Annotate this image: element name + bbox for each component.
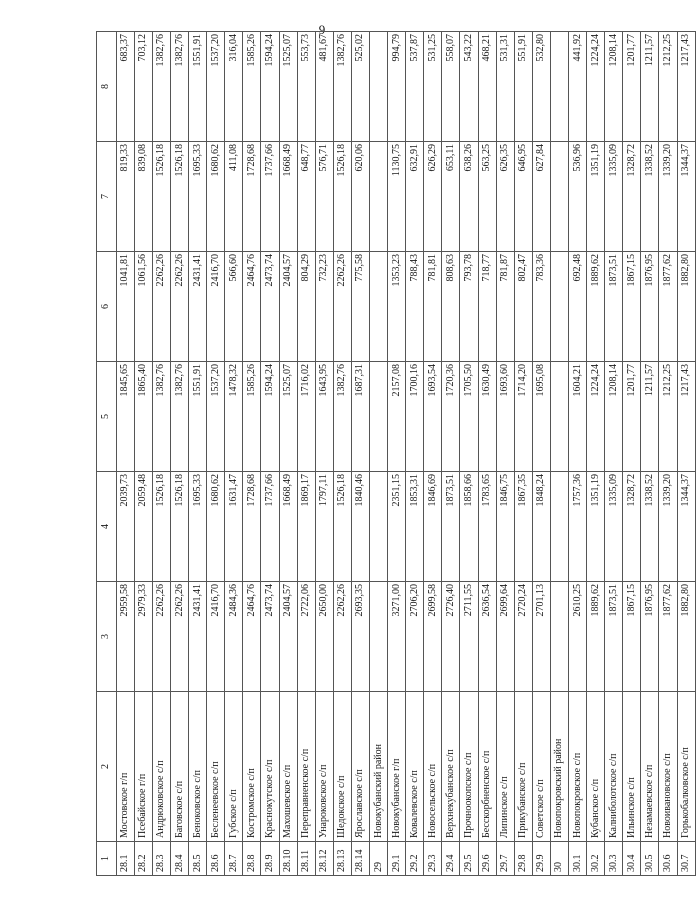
row-index: 29.3 bbox=[424, 842, 442, 876]
value-cell: 1344,37 bbox=[677, 142, 695, 252]
value-cell: 1344,37 bbox=[677, 472, 695, 582]
value-cell: 1840,46 bbox=[351, 472, 369, 582]
value-cell: 2650,00 bbox=[315, 582, 333, 692]
value-cell: 576,71 bbox=[315, 142, 333, 252]
value-cell: 1526,18 bbox=[333, 142, 351, 252]
row-index: 29.5 bbox=[460, 842, 478, 876]
value-cell bbox=[550, 362, 568, 472]
row-index: 28.9 bbox=[261, 842, 279, 876]
column-number-6: 6 bbox=[97, 252, 117, 362]
value-cell: 1382,76 bbox=[170, 32, 188, 142]
settlement-name: Баговское с/п bbox=[170, 692, 188, 842]
value-cell bbox=[550, 472, 568, 582]
value-cell: 1604,21 bbox=[569, 362, 587, 472]
value-cell: 2699,64 bbox=[496, 582, 514, 692]
row-index: 28.10 bbox=[279, 842, 297, 876]
value-cell: 1716,02 bbox=[297, 362, 315, 472]
value-cell: 1882,80 bbox=[677, 582, 695, 692]
value-cell: 1873,51 bbox=[442, 472, 460, 582]
table-row bbox=[170, 32, 188, 876]
value-cell: 1845,65 bbox=[116, 362, 134, 472]
value-cell: 3271,00 bbox=[388, 582, 406, 692]
settlement-name: Мостовское г/п bbox=[116, 692, 134, 842]
value-cell: 2699,58 bbox=[424, 582, 442, 692]
value-cell bbox=[369, 142, 387, 252]
row-index: 28.6 bbox=[207, 842, 225, 876]
value-cell: 1737,66 bbox=[261, 142, 279, 252]
row-index: 28.11 bbox=[297, 842, 315, 876]
value-cell: 1339,20 bbox=[659, 472, 677, 582]
value-cell: 1876,95 bbox=[641, 252, 659, 362]
settlement-name: Новосельское с/п bbox=[424, 692, 442, 842]
settlement-name: Прочноокопское с/п bbox=[460, 692, 478, 842]
value-cell: 1680,62 bbox=[207, 472, 225, 582]
row-index: 30.2 bbox=[587, 842, 605, 876]
value-cell: 839,08 bbox=[134, 142, 152, 252]
value-cell: 1585,26 bbox=[243, 362, 261, 472]
value-cell: 1212,25 bbox=[659, 32, 677, 142]
value-cell: 692,48 bbox=[569, 252, 587, 362]
table-row bbox=[225, 32, 243, 876]
table-row bbox=[189, 32, 207, 876]
value-cell: 1382,76 bbox=[152, 32, 170, 142]
table-row bbox=[623, 32, 641, 876]
value-cell: 1737,66 bbox=[261, 472, 279, 582]
value-cell: 1873,51 bbox=[605, 252, 623, 362]
table-row bbox=[532, 32, 550, 876]
settlement-name: Новопокровский район bbox=[550, 692, 568, 842]
value-cell: 1869,17 bbox=[297, 472, 315, 582]
settlement-name: Костромское с/п bbox=[243, 692, 261, 842]
value-cell bbox=[369, 362, 387, 472]
value-cell: 775,58 bbox=[351, 252, 369, 362]
value-cell: 1041,81 bbox=[116, 252, 134, 362]
settlement-name: Беноковское с/п bbox=[189, 692, 207, 842]
value-cell: 2262,26 bbox=[152, 582, 170, 692]
settlement-name: Кубанское с/п bbox=[587, 692, 605, 842]
value-cell: 1714,20 bbox=[514, 362, 532, 472]
value-cell: 1212,25 bbox=[659, 362, 677, 472]
value-cell: 2059,48 bbox=[134, 472, 152, 582]
value-cell: 2464,76 bbox=[243, 252, 261, 362]
table-row bbox=[587, 32, 605, 876]
settlement-name: Краснокутское с/п bbox=[261, 692, 279, 842]
value-cell: 653,11 bbox=[442, 142, 460, 252]
value-cell: 683,37 bbox=[116, 32, 134, 142]
value-cell: 1224,24 bbox=[587, 362, 605, 472]
value-cell: 1339,20 bbox=[659, 142, 677, 252]
row-index: 28.7 bbox=[225, 842, 243, 876]
row-index: 29.8 bbox=[514, 842, 532, 876]
value-cell: 1338,52 bbox=[641, 472, 659, 582]
value-cell bbox=[550, 252, 568, 362]
value-cell: 1328,72 bbox=[623, 142, 641, 252]
value-cell: 1867,15 bbox=[623, 582, 641, 692]
value-cell bbox=[550, 582, 568, 692]
value-cell: 1478,32 bbox=[225, 362, 243, 472]
value-cell: 2262,26 bbox=[170, 582, 188, 692]
value-cell: 1201,77 bbox=[623, 362, 641, 472]
value-cell: 1061,56 bbox=[134, 252, 152, 362]
row-index: 30.3 bbox=[605, 842, 623, 876]
column-number-2: 2 bbox=[97, 692, 117, 842]
value-cell: 1382,76 bbox=[333, 32, 351, 142]
settlement-name: Калниболотское с/п bbox=[605, 692, 623, 842]
value-cell: 1382,76 bbox=[152, 362, 170, 472]
value-cell: 2039,73 bbox=[116, 472, 134, 582]
value-cell: 525,02 bbox=[351, 32, 369, 142]
row-index: 28.2 bbox=[134, 842, 152, 876]
value-cell: 531,31 bbox=[496, 32, 514, 142]
value-cell: 646,95 bbox=[514, 142, 532, 252]
table-row bbox=[406, 32, 424, 876]
value-cell: 1867,15 bbox=[623, 252, 641, 362]
column-number-8: 8 bbox=[97, 32, 117, 142]
table-row bbox=[315, 32, 333, 876]
value-cell: 1211,57 bbox=[641, 362, 659, 472]
value-cell: 1783,65 bbox=[478, 472, 496, 582]
value-cell: 1882,80 bbox=[677, 252, 695, 362]
value-cell: 2636,54 bbox=[478, 582, 496, 692]
value-cell: 1848,24 bbox=[532, 472, 550, 582]
row-index: 28.12 bbox=[315, 842, 333, 876]
value-cell: 1668,49 bbox=[279, 472, 297, 582]
value-cell: 1351,19 bbox=[587, 472, 605, 582]
settlement-name: Андрюковское с/п bbox=[152, 692, 170, 842]
value-cell: 1217,43 bbox=[677, 362, 695, 472]
settlement-name: Шедокское с/п bbox=[333, 692, 351, 842]
value-cell: 2473,74 bbox=[261, 252, 279, 362]
settlement-name: Прикубанское с/п bbox=[514, 692, 532, 842]
row-index: 29.6 bbox=[478, 842, 496, 876]
value-cell: 626,29 bbox=[424, 142, 442, 252]
value-cell: 2262,26 bbox=[333, 582, 351, 692]
value-cell: 1537,20 bbox=[207, 32, 225, 142]
value-cell: 2610,25 bbox=[569, 582, 587, 692]
value-cell: 2720,24 bbox=[514, 582, 532, 692]
value-cell: 543,22 bbox=[460, 32, 478, 142]
table-row bbox=[677, 32, 695, 876]
value-cell: 1889,62 bbox=[587, 252, 605, 362]
value-cell: 1208,14 bbox=[605, 362, 623, 472]
row-index: 30.4 bbox=[623, 842, 641, 876]
value-cell: 1695,33 bbox=[189, 472, 207, 582]
value-cell: 2722,06 bbox=[297, 582, 315, 692]
value-cell bbox=[550, 142, 568, 252]
table-row bbox=[641, 32, 659, 876]
value-cell: 1551,91 bbox=[189, 32, 207, 142]
value-cell: 1757,36 bbox=[569, 472, 587, 582]
value-cell: 781,87 bbox=[496, 252, 514, 362]
value-cell bbox=[369, 472, 387, 582]
value-cell: 2959,58 bbox=[116, 582, 134, 692]
header-row bbox=[97, 32, 117, 876]
value-cell bbox=[550, 32, 568, 142]
value-cell: 1351,19 bbox=[587, 142, 605, 252]
value-cell: 1630,49 bbox=[478, 362, 496, 472]
value-cell: 558,07 bbox=[442, 32, 460, 142]
row-index: 28.8 bbox=[243, 842, 261, 876]
value-cell: 1525,07 bbox=[279, 362, 297, 472]
row-index: 28.4 bbox=[170, 842, 188, 876]
value-cell: 2979,33 bbox=[134, 582, 152, 692]
value-cell: 563,25 bbox=[478, 142, 496, 252]
table-row bbox=[152, 32, 170, 876]
value-cell: 1525,07 bbox=[279, 32, 297, 142]
value-cell: 626,35 bbox=[496, 142, 514, 252]
table-row bbox=[333, 32, 351, 876]
value-cell: 2262,26 bbox=[170, 252, 188, 362]
row-index: 30 bbox=[550, 842, 568, 876]
value-cell: 2464,76 bbox=[243, 582, 261, 692]
settlement-name: Новоивановское с/п bbox=[659, 692, 677, 842]
value-cell: 2351,15 bbox=[388, 472, 406, 582]
table-row bbox=[442, 32, 460, 876]
value-cell: 1382,76 bbox=[170, 362, 188, 472]
value-cell: 1382,76 bbox=[333, 362, 351, 472]
table-row bbox=[460, 32, 478, 876]
value-cell: 1720,36 bbox=[442, 362, 460, 472]
row-index: 29.1 bbox=[388, 842, 406, 876]
value-cell: 793,78 bbox=[460, 252, 478, 362]
row-index: 29 bbox=[369, 842, 387, 876]
value-cell: 2262,26 bbox=[152, 252, 170, 362]
value-cell: 718,77 bbox=[478, 252, 496, 362]
value-cell: 1695,08 bbox=[532, 362, 550, 472]
value-cell: 1224,24 bbox=[587, 32, 605, 142]
value-cell: 1876,95 bbox=[641, 582, 659, 692]
value-cell: 802,47 bbox=[514, 252, 532, 362]
value-cell: 1846,69 bbox=[424, 472, 442, 582]
row-index: 29.4 bbox=[442, 842, 460, 876]
value-cell: 1526,18 bbox=[152, 142, 170, 252]
value-cell: 2416,70 bbox=[207, 252, 225, 362]
table-row bbox=[424, 32, 442, 876]
row-index: 28.1 bbox=[116, 842, 134, 876]
value-cell: 1526,18 bbox=[333, 472, 351, 582]
value-cell: 1853,31 bbox=[406, 472, 424, 582]
value-cell: 1700,16 bbox=[406, 362, 424, 472]
row-index: 28.3 bbox=[152, 842, 170, 876]
value-cell: 788,43 bbox=[406, 252, 424, 362]
value-cell: 1594,24 bbox=[261, 32, 279, 142]
value-cell: 1693,60 bbox=[496, 362, 514, 472]
table-row bbox=[514, 32, 532, 876]
settlement-name: Псебайское г/п bbox=[134, 692, 152, 842]
value-cell: 1211,57 bbox=[641, 32, 659, 142]
column-number-5: 5 bbox=[97, 362, 117, 472]
tariff-table bbox=[96, 31, 696, 876]
value-cell: 2693,35 bbox=[351, 582, 369, 692]
table-row bbox=[134, 32, 152, 876]
table-row bbox=[659, 32, 677, 876]
value-cell: 536,96 bbox=[569, 142, 587, 252]
row-index: 30.1 bbox=[569, 842, 587, 876]
row-index: 30.7 bbox=[677, 842, 695, 876]
value-cell: 627,84 bbox=[532, 142, 550, 252]
row-index: 29.9 bbox=[532, 842, 550, 876]
value-cell: 1130,75 bbox=[388, 142, 406, 252]
value-cell: 1873,51 bbox=[605, 582, 623, 692]
row-index: 28.14 bbox=[351, 842, 369, 876]
row-index: 30.5 bbox=[641, 842, 659, 876]
value-cell: 441,92 bbox=[569, 32, 587, 142]
row-index: 28.13 bbox=[333, 842, 351, 876]
value-cell: 819,33 bbox=[116, 142, 134, 252]
value-cell: 537,87 bbox=[406, 32, 424, 142]
row-index: 29.7 bbox=[496, 842, 514, 876]
value-cell: 1705,50 bbox=[460, 362, 478, 472]
value-cell: 481,67 bbox=[315, 32, 333, 142]
value-cell: 1877,62 bbox=[659, 582, 677, 692]
value-cell: 1865,40 bbox=[134, 362, 152, 472]
settlement-name: Унароковское с/п bbox=[315, 692, 333, 842]
value-cell bbox=[369, 32, 387, 142]
value-cell: 1687,31 bbox=[351, 362, 369, 472]
table-row bbox=[569, 32, 587, 876]
value-cell bbox=[369, 582, 387, 692]
value-cell: 1867,35 bbox=[514, 472, 532, 582]
value-cell: 531,25 bbox=[424, 32, 442, 142]
value-cell: 781,81 bbox=[424, 252, 442, 362]
column-number-7: 7 bbox=[97, 142, 117, 252]
settlement-name: Верхнекубанское с/п bbox=[442, 692, 460, 842]
value-cell: 1680,62 bbox=[207, 142, 225, 252]
value-cell: 1668,49 bbox=[279, 142, 297, 252]
table-row bbox=[478, 32, 496, 876]
table-row bbox=[116, 32, 134, 876]
settlement-name: Липинское с/п bbox=[496, 692, 514, 842]
settlement-name: Горькобалковское с/п bbox=[677, 692, 695, 842]
value-cell: 648,77 bbox=[297, 142, 315, 252]
table-row bbox=[351, 32, 369, 876]
value-cell: 703,12 bbox=[134, 32, 152, 142]
value-cell: 1353,23 bbox=[388, 252, 406, 362]
value-cell: 994,79 bbox=[388, 32, 406, 142]
value-cell: 551,91 bbox=[514, 32, 532, 142]
table-row bbox=[207, 32, 225, 876]
value-cell: 2431,41 bbox=[189, 582, 207, 692]
table-row bbox=[496, 32, 514, 876]
settlement-name: Губское с/п bbox=[225, 692, 243, 842]
value-cell: 1526,18 bbox=[170, 142, 188, 252]
value-cell: 1846,75 bbox=[496, 472, 514, 582]
value-cell: 783,36 bbox=[532, 252, 550, 362]
value-cell: 2726,40 bbox=[442, 582, 460, 692]
value-cell: 2404,57 bbox=[279, 582, 297, 692]
settlement-name: Новокубанское г/п bbox=[388, 692, 406, 842]
page-number: 9 bbox=[318, 22, 326, 37]
value-cell: 1526,18 bbox=[152, 472, 170, 582]
settlement-name: Незамаевское с/п bbox=[641, 692, 659, 842]
value-cell: 1889,62 bbox=[587, 582, 605, 692]
value-cell: 2706,20 bbox=[406, 582, 424, 692]
value-cell: 1695,33 bbox=[189, 142, 207, 252]
value-cell: 2484,36 bbox=[225, 582, 243, 692]
value-cell: 411,08 bbox=[225, 142, 243, 252]
value-cell: 468,21 bbox=[478, 32, 496, 142]
value-cell: 2431,41 bbox=[189, 252, 207, 362]
value-cell: 2473,74 bbox=[261, 582, 279, 692]
value-cell: 1693,54 bbox=[424, 362, 442, 472]
column-number-3: 3 bbox=[97, 582, 117, 692]
value-cell: 553,73 bbox=[297, 32, 315, 142]
district-row bbox=[550, 32, 568, 876]
table-row bbox=[388, 32, 406, 876]
value-cell: 2262,26 bbox=[333, 252, 351, 362]
value-cell: 1797,11 bbox=[315, 472, 333, 582]
settlement-name: Махошевское с/п bbox=[279, 692, 297, 842]
value-cell: 808,63 bbox=[442, 252, 460, 362]
value-cell: 532,80 bbox=[532, 32, 550, 142]
value-cell: 1728,68 bbox=[243, 472, 261, 582]
row-index: 28.5 bbox=[189, 842, 207, 876]
value-cell: 1217,43 bbox=[677, 32, 695, 142]
settlement-name: Ярославское с/п bbox=[351, 692, 369, 842]
value-cell: 732,23 bbox=[315, 252, 333, 362]
value-cell: 1877,62 bbox=[659, 252, 677, 362]
value-cell: 2711,55 bbox=[460, 582, 478, 692]
value-cell: 1201,77 bbox=[623, 32, 641, 142]
value-cell: 1728,68 bbox=[243, 142, 261, 252]
value-cell: 1526,18 bbox=[170, 472, 188, 582]
settlement-name: Бесленеевское с/п bbox=[207, 692, 225, 842]
value-cell: 2416,70 bbox=[207, 582, 225, 692]
value-cell: 1585,26 bbox=[243, 32, 261, 142]
value-cell: 1328,72 bbox=[623, 472, 641, 582]
value-cell: 1551,91 bbox=[189, 362, 207, 472]
settlement-name: Новопокровское с/п bbox=[569, 692, 587, 842]
settlement-name: Бесскорбненское с/п bbox=[478, 692, 496, 842]
table-row bbox=[243, 32, 261, 876]
value-cell: 1335,09 bbox=[605, 142, 623, 252]
column-number-1: 1 bbox=[97, 842, 117, 876]
value-cell: 620,06 bbox=[351, 142, 369, 252]
table-row bbox=[297, 32, 315, 876]
value-cell: 1338,52 bbox=[641, 142, 659, 252]
value-cell: 1631,47 bbox=[225, 472, 243, 582]
table-row bbox=[279, 32, 297, 876]
district-row bbox=[369, 32, 387, 876]
row-index: 29.2 bbox=[406, 842, 424, 876]
table-row bbox=[605, 32, 623, 876]
value-cell: 1858,66 bbox=[460, 472, 478, 582]
value-cell: 804,29 bbox=[297, 252, 315, 362]
value-cell: 638,26 bbox=[460, 142, 478, 252]
value-cell: 1643,95 bbox=[315, 362, 333, 472]
value-cell: 1335,09 bbox=[605, 472, 623, 582]
value-cell: 632,91 bbox=[406, 142, 424, 252]
value-cell: 2157,08 bbox=[388, 362, 406, 472]
settlement-name: Ильинское с/п bbox=[623, 692, 641, 842]
column-number-4: 4 bbox=[97, 472, 117, 582]
table-row bbox=[261, 32, 279, 876]
settlement-name: Новокубанский район bbox=[369, 692, 387, 842]
value-cell bbox=[369, 252, 387, 362]
value-cell: 2701,13 bbox=[532, 582, 550, 692]
value-cell: 316,04 bbox=[225, 32, 243, 142]
value-cell: 1208,14 bbox=[605, 32, 623, 142]
row-index: 30.6 bbox=[659, 842, 677, 876]
value-cell: 1594,24 bbox=[261, 362, 279, 472]
settlement-name: Переправненское с/п bbox=[297, 692, 315, 842]
value-cell: 2404,57 bbox=[279, 252, 297, 362]
settlement-name: Советское с/п bbox=[532, 692, 550, 842]
value-cell: 566,60 bbox=[225, 252, 243, 362]
value-cell: 1537,20 bbox=[207, 362, 225, 472]
settlement-name: Ковалевское с/п bbox=[406, 692, 424, 842]
